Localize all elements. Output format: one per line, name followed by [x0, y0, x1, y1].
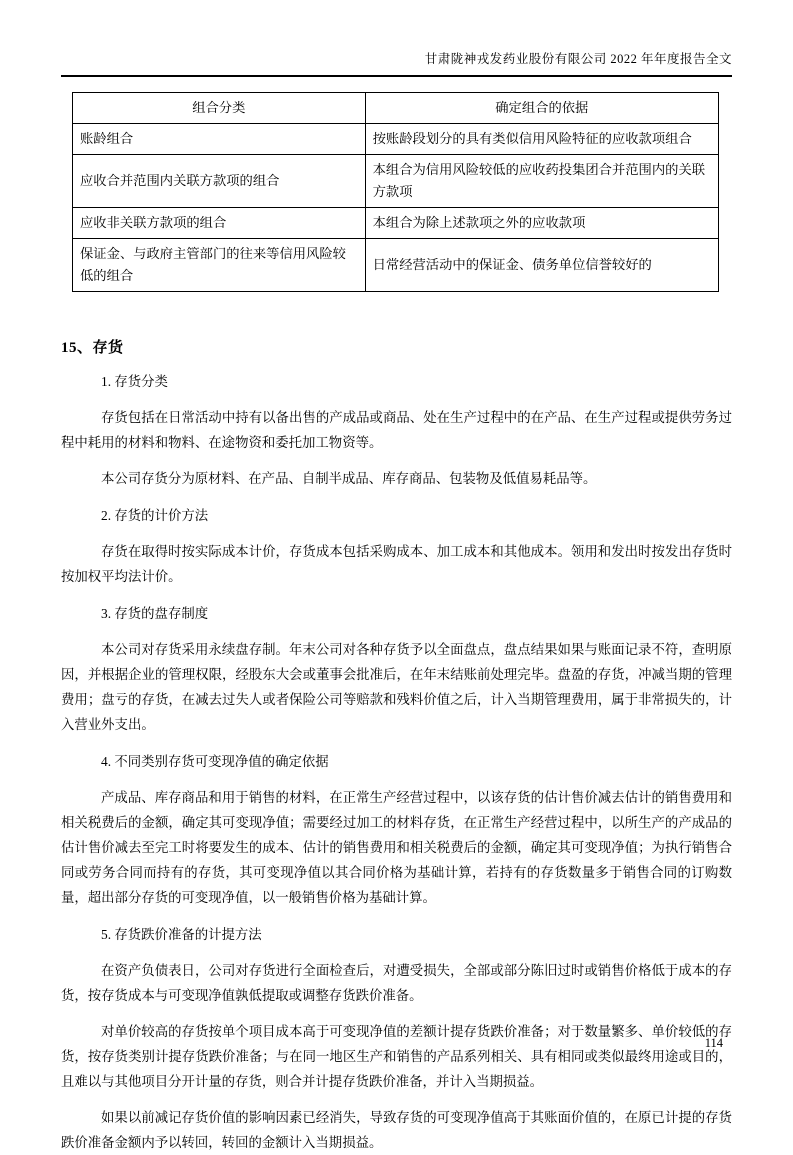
- section-subheading: 4. 不同类别存货可变现净值的确定依据: [101, 754, 329, 769]
- table-cell: 保证金、与政府主管部门的往来等信用风险较低的组合: [73, 239, 366, 292]
- table-cell: 按账龄段划分的具有类似信用风险特征的应收款项组合: [365, 124, 718, 155]
- body-paragraph: 存货在取得时按实际成本计价，存货成本包括采购成本、加工成本和其他成本。领用和发出时按发出存货时按加权平均法计价。: [61, 544, 732, 584]
- table-cell: 日常经营活动中的保证金、债务单位信誉较好的: [365, 239, 718, 292]
- section-subheading: 1. 存货分类: [101, 374, 168, 389]
- page-header: [61, 50, 732, 77]
- body-paragraph: 如果以前减记存货价值的影响因素已经消失，导致存货的可变现净值高于其账面价值的，在原已计提的存货跌价准备金额内予以转回，转回的金额计入当期损益。: [61, 1110, 732, 1150]
- column-header-classification: 组合分类: [73, 93, 366, 124]
- column-header-basis: 确定组合的依据: [365, 93, 718, 124]
- table-row: [73, 124, 719, 155]
- body-paragraph: 对单价较高的存货按单个项目成本高于可变现净值的差额计提存货跌价准备；对于数量繁多、单价较低的存货，按存货类别计提存货跌价准备；与在同一地区生产和销售的产品系列相关、具有相同或类似最终用途或目的，且难以与其他项目分开计量的存货，则合并计提存货跌价准备，并计入当期损益。: [61, 1024, 732, 1089]
- table-row: [73, 239, 719, 292]
- table-row: [73, 155, 719, 208]
- table-cell: 本组合为除上述款项之外的应收款项: [365, 208, 718, 239]
- body-paragraph: 存货包括在日常活动中持有以备出售的产成品或商品、处在生产过程中的在产品、在生产过程或提供劳务过程中耗用的材料和物料、在途物资和委托加工物资等。: [61, 410, 732, 450]
- section-subheading: 3. 存货的盘存制度: [101, 606, 209, 621]
- body-paragraph: 产成品、库存商品和用于销售的材料，在正常生产经营过程中，以该存货的估计售价减去估计的销售费用和相关税费后的金额，确定其可变现净值；需要经过加工的材料存货，在正常生产经营过程中，以所生产的产成品的估计售价减去至完工时将要发生的成本、估计的销售费用和相关税费后的金额，确定其可变现净值；为执行销售合同或劳务合同而持有的存货，其可变现净值以其合同价格为基础计算，若持有的存货数量多于销售合同的订购数量，超出部分存货的可变现净值，以一般销售价格为基础计算。: [61, 790, 732, 905]
- page-number: 114: [704, 1036, 723, 1050]
- table-cell: 应收非关联方款项的组合: [73, 208, 366, 239]
- report-title: 甘肃陇神戎发药业股份有限公司 2022 年年度报告全文: [424, 52, 732, 66]
- table-row: [73, 208, 719, 239]
- body-paragraph: 本公司对存货采用永续盘存制。年末公司对各种存货予以全面盘点，盘点结果如果与账面记录不符，查明原因，并根据企业的管理权限，经股东大会或董事会批准后，在年末结账前处理完毕。盘盈的存货，冲减当期的管理费用；盘亏的存货，在减去过失人或者保险公司等赔款和残料价值之后，计入当期管理费用，属于非常损失的，计入营业外支出。: [61, 642, 732, 732]
- body-paragraph: 本公司存货分为原材料、在产品、自制半成品、库存商品、包装物及低值易耗品等。: [101, 471, 597, 486]
- section-subheading: 5. 存货跌价准备的计提方法: [101, 927, 262, 942]
- portfolio-classification-table: [72, 92, 719, 292]
- table-cell: 本组合为信用风险较低的应收药投集团合并范围内的关联方款项: [365, 155, 718, 208]
- section-subheading: 2. 存货的计价方法: [101, 508, 209, 523]
- body-paragraph: 在资产负债表日，公司对存货进行全面检查后，对遭受损失，全部或部分陈旧过时或销售价格低于成本的存货，按存货成本与可变现净值孰低提取或调整存货跌价准备。: [61, 963, 732, 1003]
- table-cell: 应收合并范围内关联方款项的组合: [73, 155, 366, 208]
- table-cell: 账龄组合: [73, 124, 366, 155]
- section-heading-inventory: 15、存货: [61, 340, 124, 356]
- table-header-row: [73, 93, 719, 124]
